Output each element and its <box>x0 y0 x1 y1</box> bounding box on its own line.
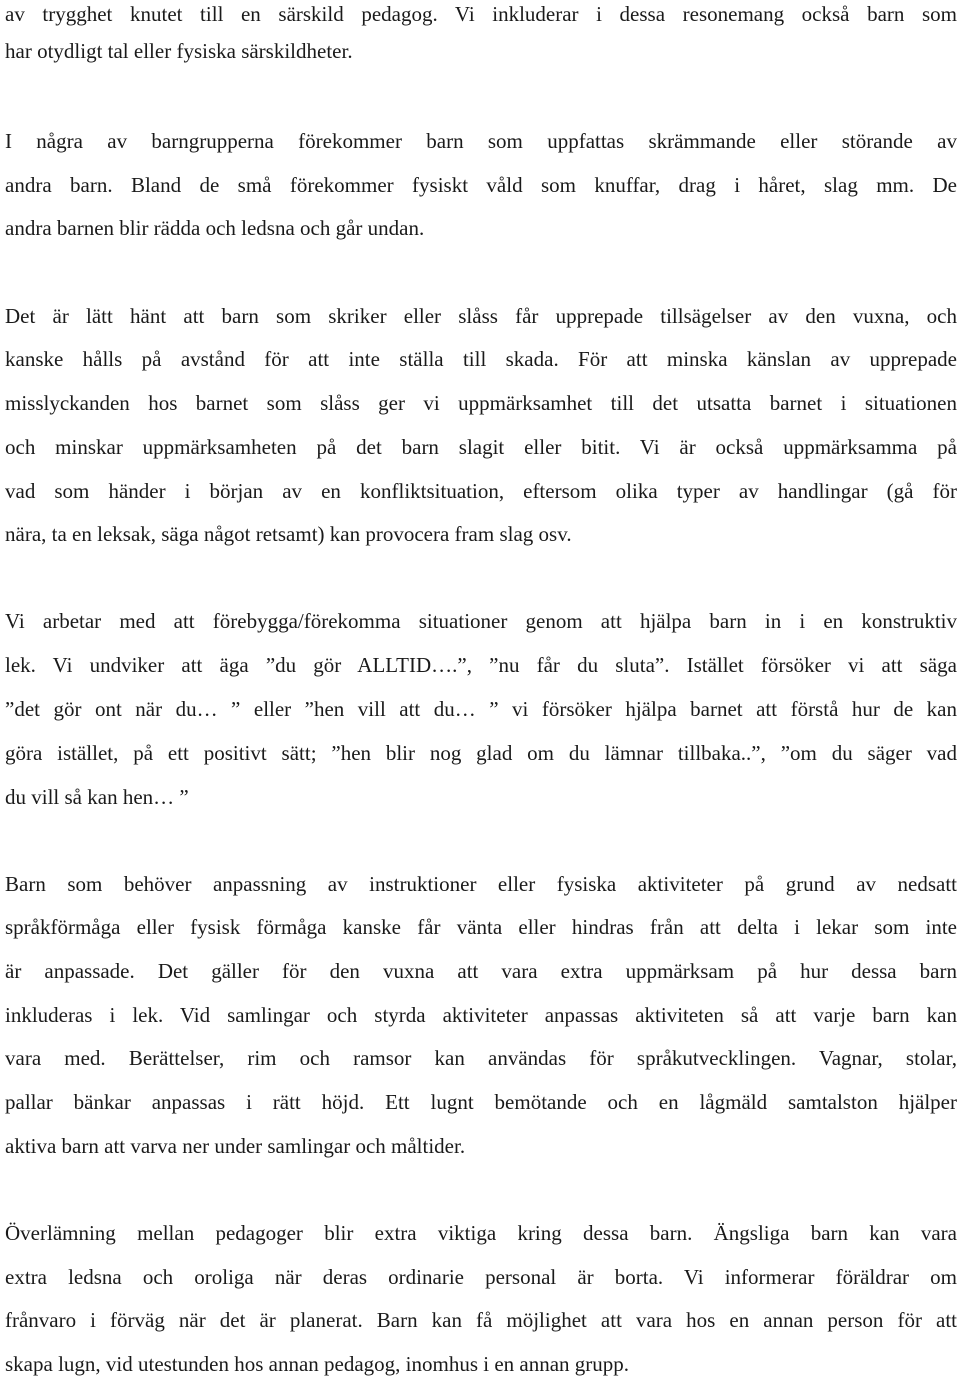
text-line: andra barnen blir rädda och ledsna och går undan. <box>5 216 425 240</box>
text-line: I några av barngrupperna förekommer barn som uppfattas skrämmande eller störande av <box>5 129 957 153</box>
text-line: misslyckanden hos barnet som slåss ger vi uppmärksamhet till det utsatta barnet i situationen <box>5 391 957 415</box>
text-line: Det är lätt hänt att barn som skriker eller slåss får upprepade tillsägelser av den vuxna, och <box>5 304 957 328</box>
text-line: språkförmåga eller fysisk förmåga kanske får vänta eller hindras från att delta i lekar som inte <box>5 915 957 939</box>
text-line: pallar bänkar anpassas i rätt höjd. Ett lugnt bemötande och en lågmäld samtalston hjälper <box>5 1090 957 1114</box>
text-line: är anpassade. Det gäller för den vuxna att vara extra uppmärksam på hur dessa barn <box>5 959 957 983</box>
text-line: extra ledsna och oroliga när deras ordinarie personal är borta. Vi informerar föräldrar om <box>5 1265 957 1289</box>
text-line: göra istället, på ett positivt sätt; ”hen blir nog glad om du lämnar tillbaka..”, ”om du säger vad <box>5 741 957 765</box>
text-line: ”det gör ont när du… ” eller ”hen vill att du… ” vi försöker hjälpa barnet att förstå hur de kan <box>5 697 957 721</box>
text-line: har otydligt tal eller fysiska särskildheter. <box>5 39 353 63</box>
text-line: frånvaro i förväg när det är planerat. Barn kan få möjlighet att vara hos en annan person för att <box>5 1308 957 1332</box>
text-line: aktiva barn att varva ner under samlingar och måltider. <box>5 1134 466 1158</box>
text-line: inkluderas i lek. Vid samlingar och styrda aktiviteter anpassas aktiviteten så att varje barn kan <box>5 1003 957 1027</box>
text-line: du vill så kan hen… ” <box>5 785 189 809</box>
text-line: andra barn. Bland de små förekommer fysiskt våld som knuffar, drag i håret, slag mm. De <box>5 173 957 197</box>
text-line: lek. Vi undviker att äga ”du gör ALLTID….”, ”nu får du sluta”. Istället försöker vi att säga <box>5 653 957 677</box>
text-line: vara med. Berättelser, rim och ramsor kan användas för språkutvecklingen. Vagnar, stolar, <box>5 1046 957 1070</box>
text-line: Vi arbetar med att förebygga/förekomma situationer genom att hjälpa barn in i en konstruktiv <box>5 609 957 633</box>
text-line: nära, ta en leksak, säga något retsamt) kan provocera fram slag osv. <box>5 522 572 546</box>
text-line: och minskar uppmärksamheten på det barn slagit eller bitit. Vi är också uppmärksamma på <box>5 435 957 459</box>
text-line: av trygghet knutet till en särskild pedagog. Vi inkluderar i dessa resonemang också barn som <box>5 2 957 26</box>
text-line: skapa lugn, vid utestunden hos annan pedagog, inomhus i en annan grupp. <box>5 1352 630 1376</box>
text-line: Barn som behöver anpassning av instruktioner eller fysiska aktiviteter på grund av nedsatt <box>5 872 957 896</box>
text-line: kanske hålls på avstånd för att inte ställa till skada. För att minska känslan av upprepade <box>5 347 957 371</box>
text-line: Överlämning mellan pedagoger blir extra viktiga kring dessa barn. Ängsliga barn kan vara <box>5 1221 957 1245</box>
text-line: vad som händer i början av en konfliktsituation, eftersom olika typer av handlingar (gå för <box>5 479 957 503</box>
